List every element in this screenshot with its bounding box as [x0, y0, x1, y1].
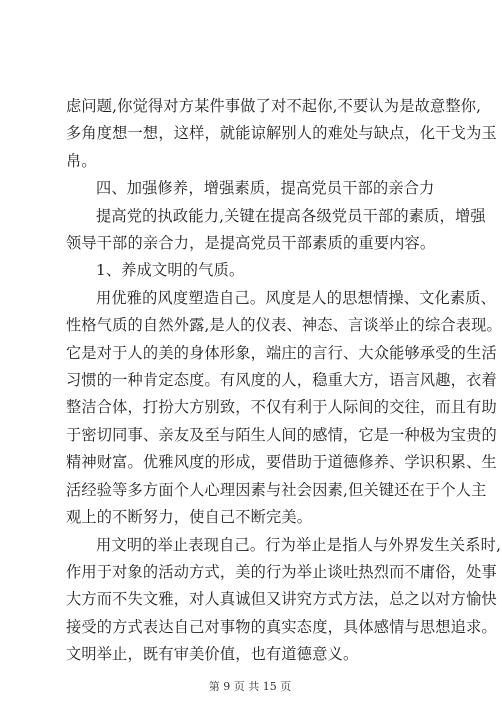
text-line: 大方而不失文雅，对人真诚但又讲究方式方法，总之以对方愉快 — [66, 590, 497, 609]
text-line: 性格气质的自然外露,是人的仪表、神态、言谈举止的综合表现。 — [66, 316, 502, 335]
text-line: 提高党的执政能力,关键在提高各级党员干部的素质，增强 — [96, 206, 486, 225]
text-line: 精神财富。优雅风度的形成，要借助于道德修养、学识积累、生 — [66, 453, 497, 472]
text-line: 帛。 — [66, 151, 97, 170]
text-line: 文明举止，既有审美价值，也有道德意义。 — [66, 645, 359, 664]
section-heading: 四、加强修养，增强素质，提高党员干部的亲合力 — [96, 179, 435, 198]
text-line: 整洁合体，打扮大方别致，不仅有利于人际间的交往，而且有助 — [66, 398, 497, 417]
text-line: 多角度想一想，这样，就能谅解别人的难处与缺点，化干戈为玉 — [66, 124, 497, 143]
text-line: 它是对于人的美的身体形象，端庄的言行、大众能够承受的生活 — [66, 343, 497, 362]
text-line: 用文明的举止表现自己。行为举止是指人与外界发生关系时, — [96, 535, 502, 554]
text-line: 领导干部的亲合力，是提高党员干部素质的重要内容。 — [66, 234, 436, 253]
text-line: 观上的不断努力，使自己不断完美。 — [66, 508, 313, 527]
text-line: 于密切同事、亲友及至与陌生人间的感情，它是一种极为宝贵的 — [66, 425, 497, 444]
page-footer — [0, 680, 500, 694]
text-line: 接受的方式表达自己对事物的真实态度，具体感情与思想追求。 — [66, 617, 497, 636]
text-line: 作用于对象的活动方式，美的行为举止谈吐热烈而不庸俗，处事 — [66, 562, 497, 581]
subsection-heading: 1、养成文明的气质。 — [96, 261, 245, 280]
text-line: 虑问题,你觉得对方某件事做了对不起你,不要认为是故意整你, — [66, 97, 482, 115]
page-number: 第 9 页 共 15 页 — [208, 680, 292, 693]
document-body — [66, 93, 502, 669]
text-line: 活经验等多方面个人心理因素与社会因素,但关键还在于个人主 — [66, 480, 487, 499]
text-line: 用优雅的风度塑造自己。风度是人的思想情操、文化素质、 — [96, 288, 497, 307]
text-line: 习惯的一种肯定态度。有风度的人，稳重大方，语言风趣，衣着 — [66, 371, 497, 390]
